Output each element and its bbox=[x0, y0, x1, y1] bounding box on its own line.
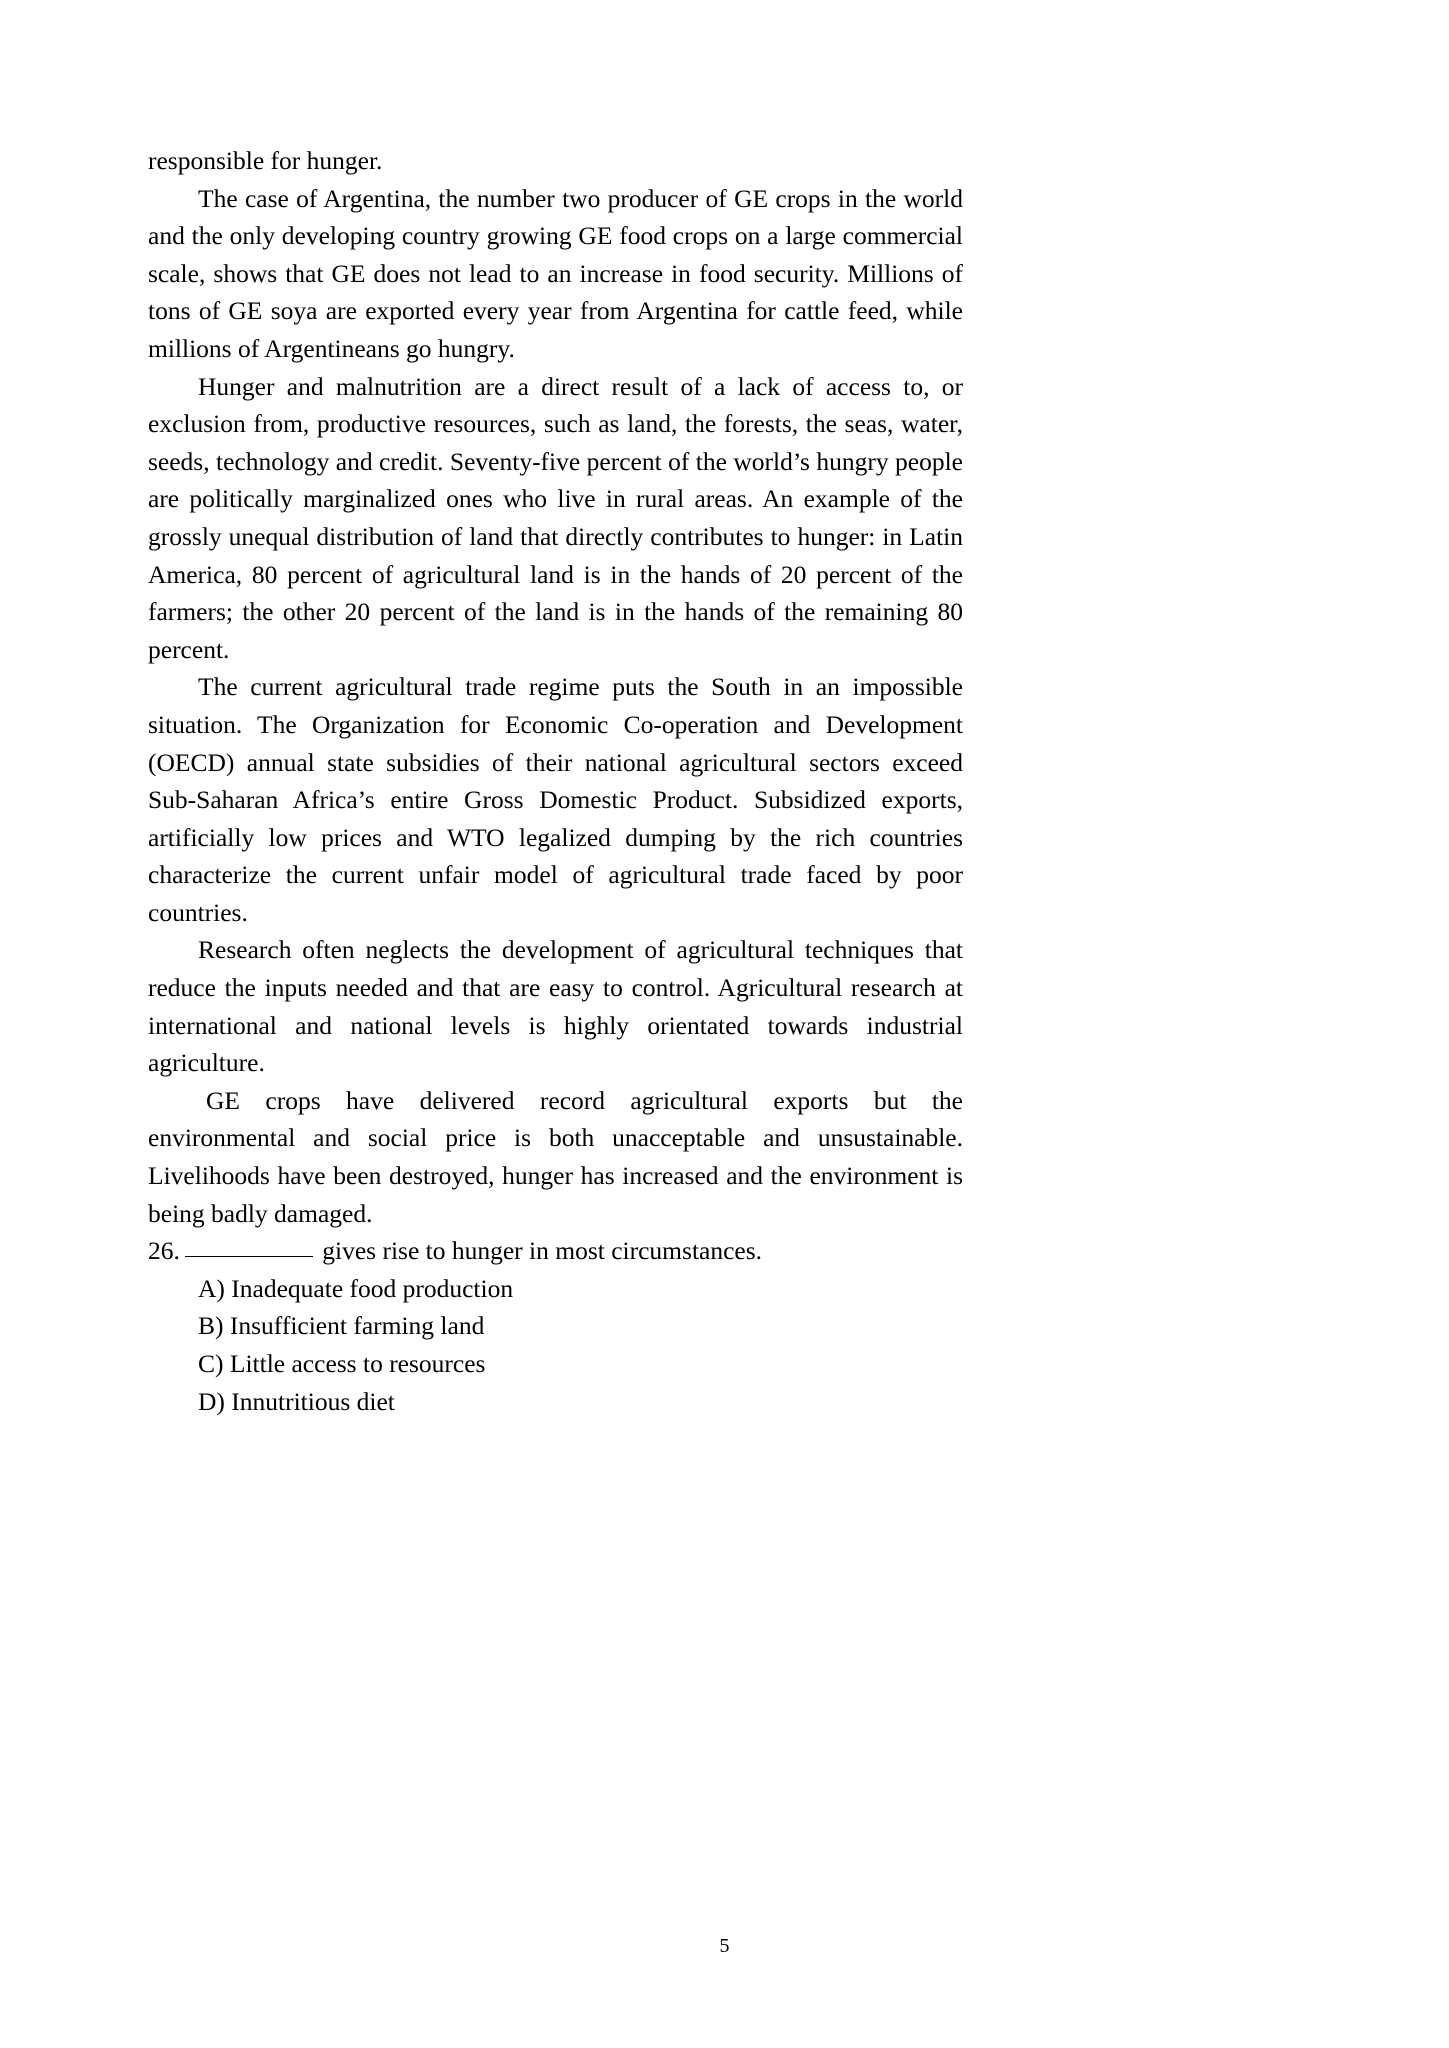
option-a[interactable]: A) Inadequate food production bbox=[198, 1273, 514, 1303]
page-number: 5 bbox=[719, 1935, 730, 1957]
option-c[interactable]: C) Little access to resources bbox=[198, 1349, 486, 1378]
answer-blank[interactable] bbox=[185, 1233, 313, 1257]
question-text: gives rise to hunger in most circumstances. bbox=[315, 1236, 763, 1266]
paragraph-2: The case of Argentina, the number two producer of GE crops in the world and the only developing country growing GE food crops on a large commercial scale, shows that GE does not lead to an increase in food security. Millions of tons of GE soya are exported every year from Argentina for cattle feed, while millions of Argentineans go hungry. bbox=[148, 183, 963, 363]
paragraph-1: responsible for hunger. bbox=[148, 146, 383, 175]
paragraph-3: Hunger and malnutrition are a direct result of a lack of access to, or exclusion from, productive resources, such as land, the forests, the seas, water, seeds, technology and credit. Seventy-five percent of the world’s hungry people are politically marginalized ones who live in rural areas. An example of the grossly unequal distribution of land that directly contributes to hunger: in Latin America, 80 percent of agricultural land is in the hands of 20 percent of the farmers; the other 20 percent of the land is in the hands of the remaining 80 percent. bbox=[148, 371, 963, 664]
question-number: 26. bbox=[148, 1236, 180, 1266]
option-d[interactable]: D) Innutritious diet bbox=[198, 1386, 395, 1416]
question-block bbox=[148, 1232, 963, 1420]
answer-options-list bbox=[148, 1270, 963, 1420]
paragraph-5: Research often neglects the development of agricultural techniques that reduce the inputs needed and that are easy to control. Agricultural research at international and national levels is highly orientated towards industrial agriculture. bbox=[148, 935, 963, 1078]
page-content bbox=[148, 142, 963, 1420]
option-b[interactable]: B) Insufficient farming land bbox=[198, 1311, 485, 1341]
paragraph-4: The current agricultural trade regime puts the South in an impossible situation. The Organization for Economic Co-operation and Development (OECD) annual state subsidies of their national agricultural sectors exceed Sub-Saharan Africa’s entire Gross Domestic Product. Subsidized exports, artificially low prices and WTO legalized dumping by the rich countries characterize the current unfair model of agricultural trade faced by poor countries. bbox=[148, 672, 963, 927]
paragraph-6: GE crops have delivered record agricultural exports but the environmental and social price is both unacceptable and unsustainable. Livelihoods have been destroyed, hunger has increased and the environment is being badly damaged. bbox=[148, 1085, 963, 1228]
question-line bbox=[148, 1232, 963, 1270]
